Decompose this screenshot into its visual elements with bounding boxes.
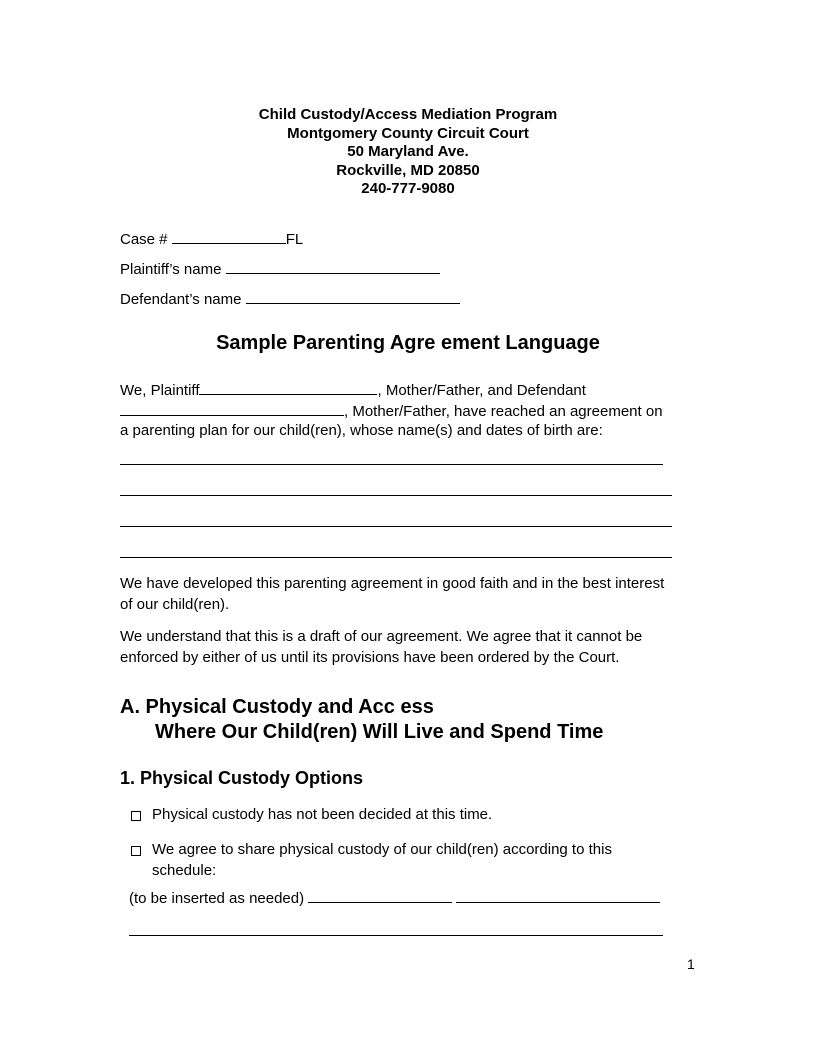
intro-defendant-blank[interactable] xyxy=(120,401,344,416)
option-not-decided-label: Physical custody has not been decided at this time. xyxy=(152,806,493,823)
option-shared-custody-checkbox[interactable] xyxy=(131,846,141,856)
defendant-name-blank[interactable] xyxy=(246,289,460,304)
schedule-blank-1[interactable] xyxy=(308,888,452,903)
schedule-blank-2[interactable] xyxy=(456,888,660,903)
case-number-suffix: FL xyxy=(285,231,304,248)
case-number-field xyxy=(120,229,303,248)
intro-line-2 xyxy=(120,401,663,420)
schedule-insert-field xyxy=(129,888,660,907)
header-program-name: Child Custody/Access Mediation Program xyxy=(258,106,558,123)
option-shared-custody-label: We agree to share physical custody of our child(ren) according to this schedule: xyxy=(152,841,612,879)
header-phone: 240-777-9080 xyxy=(361,180,455,197)
good-faith-paragraph: We have developed this parenting agreement in good faith and in the best interest of our child(ren). xyxy=(120,575,665,613)
plaintiff-name-field xyxy=(120,259,440,278)
intro-plaintiff-blank[interactable] xyxy=(199,380,377,395)
intro-mother-father-text: , Mother/Father, and Defendant xyxy=(377,382,586,399)
header-street-address: 50 Maryland Ave. xyxy=(347,143,469,160)
defendant-name-field xyxy=(120,289,460,308)
intro-plaintiff-text: We, Plaintiff xyxy=(120,382,200,399)
plaintiff-name-label: Plaintiff’s name xyxy=(120,261,222,278)
subsection-1-heading: 1. Physical Custody Options xyxy=(120,768,364,788)
children-name-line-1[interactable] xyxy=(120,464,663,465)
intro-line-1 xyxy=(120,380,586,399)
children-name-line-3[interactable] xyxy=(120,526,672,527)
header-city-state-zip: Rockville, MD 20850 xyxy=(336,162,480,179)
intro-agreement-text: , Mother/Father, have reached an agreement on xyxy=(344,403,663,420)
plaintiff-name-blank[interactable] xyxy=(226,259,440,274)
header-court-name: Montgomery County Circuit Court xyxy=(287,125,529,142)
children-name-line-4[interactable] xyxy=(120,557,672,558)
option-not-decided-checkbox[interactable] xyxy=(131,811,141,821)
document-title: Sample Parenting Agre ement Language xyxy=(216,332,600,354)
schedule-insert-label: (to be inserted as needed) xyxy=(129,890,305,907)
case-number-label: Case # xyxy=(120,231,168,248)
case-number-blank[interactable] xyxy=(172,229,286,244)
defendant-name-label: Defendant’s name xyxy=(120,291,242,308)
section-a-heading: A. Physical Custody and Acc ess xyxy=(120,696,434,718)
children-name-line-2[interactable] xyxy=(120,495,672,496)
section-a-subheading: Where Our Child(ren) Will Live and Spend Time xyxy=(155,721,604,743)
intro-line-3: a parenting plan for our child(ren), whose name(s) and dates of birth are: xyxy=(120,422,603,439)
draft-paragraph: We understand that this is a draft of our agreement. We agree that it cannot be enforced by either of us until its provisions have been ordered by the Court. xyxy=(120,628,643,666)
schedule-line[interactable] xyxy=(129,935,663,936)
page-number: 1 xyxy=(687,956,695,972)
